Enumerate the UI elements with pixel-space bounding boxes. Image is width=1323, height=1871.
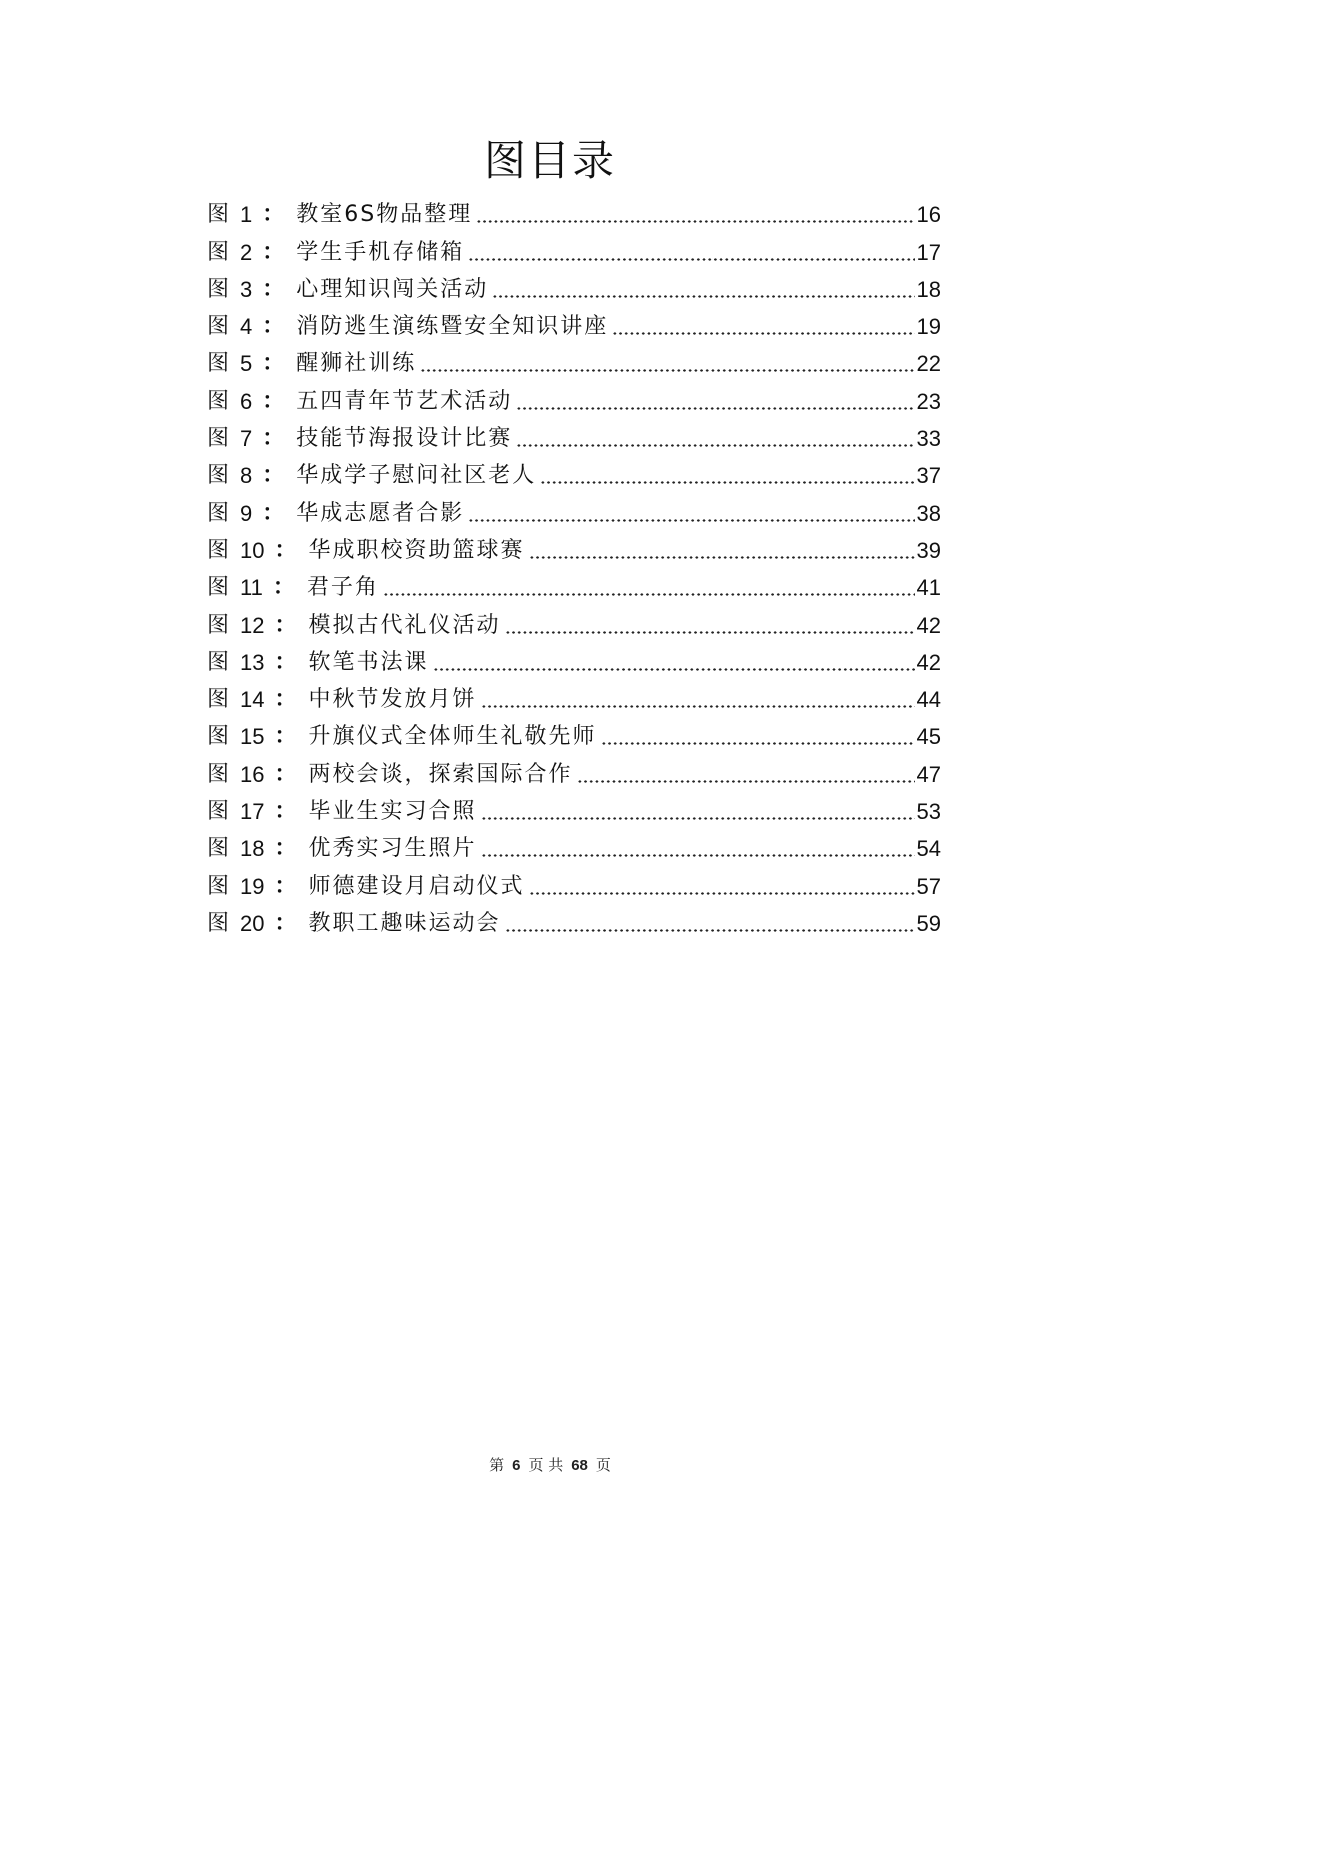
toc-entry-title: 模拟古代礼仪活动 (308, 612, 501, 638)
toc-entry-prefix: 图 (207, 463, 233, 489)
toc-entry-prefix: 图 (207, 276, 233, 302)
footer-middle: 页 共 (528, 1456, 564, 1474)
toc-entry-title: 华成职校资助篮球赛 (308, 537, 525, 563)
toc-entry-number: 1 (240, 202, 253, 228)
toc-entry-prefix: 图 (207, 724, 233, 750)
toc-entry-page-number: 17 (916, 239, 941, 265)
toc-entry-prefix: 图 (207, 575, 233, 601)
toc-entry-colon: ： (262, 500, 285, 526)
toc-entry-title: 消防逃生演练暨安全知识讲座 (296, 314, 609, 340)
toc-entry[interactable] (207, 902, 941, 939)
toc-dot-leader (577, 780, 915, 783)
toc-entry-page-number: 22 (916, 351, 941, 377)
toc-entry-colon: ： (262, 426, 285, 452)
toc-entry-number: 9 (240, 500, 253, 526)
toc-entry-number: 5 (240, 351, 253, 377)
toc-entry[interactable] (207, 268, 941, 305)
toc-entry-label (207, 872, 525, 902)
toc-entry-colon: ： (274, 537, 297, 563)
toc-dot-leader (516, 444, 914, 447)
toc-dot-leader (468, 258, 914, 261)
toc-entry-label (207, 200, 472, 230)
toc-entry-page-number: 42 (916, 649, 941, 675)
toc-entry[interactable] (207, 603, 941, 640)
toc-entry[interactable] (207, 305, 941, 342)
toc-entry-prefix: 图 (207, 873, 233, 899)
toc-entry-label (207, 573, 379, 603)
toc-entry-title: 技能节海报设计比赛 (296, 426, 513, 452)
toc-entry-title: 优秀实习生照片 (308, 836, 477, 862)
footer-current-page: 6 (512, 1457, 521, 1474)
toc-entry-label (207, 760, 573, 790)
toc-entry-number: 11 (240, 575, 263, 601)
figure-list (207, 193, 941, 939)
toc-entry-label (207, 685, 477, 715)
toc-entry-number: 14 (240, 687, 265, 713)
toc-entry-prefix: 图 (207, 500, 233, 526)
toc-entry-page-number: 16 (916, 202, 941, 228)
toc-entry-title: 华成学子慰问社区老人 (296, 463, 537, 489)
toc-entry[interactable] (207, 491, 941, 528)
toc-entry-colon: ： (274, 799, 297, 825)
toc-entry-page-number: 47 (916, 761, 941, 787)
toc-entry-title: 毕业生实习合照 (308, 799, 477, 825)
toc-entry-page-number: 59 (916, 910, 941, 936)
toc-entry-title: 软笔书法课 (308, 649, 429, 675)
toc-entry-prefix: 图 (207, 612, 233, 638)
toc-entry-colon: ： (274, 836, 297, 862)
toc-entry[interactable] (207, 715, 941, 752)
toc-entry[interactable] (207, 678, 941, 715)
toc-entry-prefix: 图 (207, 910, 233, 936)
toc-entry-prefix: 图 (207, 687, 233, 713)
toc-dot-leader (420, 369, 914, 372)
toc-entry-colon: ： (274, 649, 297, 675)
toc-entry-number: 17 (240, 799, 265, 825)
toc-entry-title: 教职工趣味运动会 (308, 910, 501, 936)
toc-entry-title: 学生手机存储箱 (296, 239, 465, 265)
toc-entry-label (207, 349, 416, 379)
toc-entry-title: 心理知识闯关活动 (296, 276, 489, 302)
toc-entry-number: 6 (240, 388, 253, 414)
toc-entry-title: 教室6S物品整理 (296, 202, 473, 228)
toc-entry-number: 3 (240, 276, 253, 302)
toc-entry[interactable] (207, 230, 941, 267)
toc-dot-leader (383, 593, 915, 596)
toc-entry-label (207, 387, 512, 417)
toc-entry-title: 中秋节发放月饼 (308, 687, 477, 713)
toc-entry-prefix: 图 (207, 202, 233, 228)
toc-entry[interactable] (207, 827, 941, 864)
toc-entry-label (207, 611, 501, 641)
toc-entry-page-number: 23 (916, 388, 941, 414)
toc-entry-number: 16 (240, 761, 265, 787)
toc-entry-colon: ： (274, 873, 297, 899)
toc-entry-label (207, 238, 464, 268)
toc-dot-leader (476, 220, 914, 223)
toc-entry-label (207, 312, 608, 342)
toc-entry-page-number: 37 (916, 463, 941, 489)
toc-dot-leader (468, 519, 914, 522)
toc-entry-colon: ： (262, 388, 285, 414)
toc-entry-number: 20 (240, 910, 265, 936)
toc-entry-colon: ： (274, 687, 297, 713)
toc-dot-leader (492, 295, 914, 298)
toc-entry-page-number: 33 (916, 426, 941, 452)
toc-dot-leader (540, 481, 914, 484)
toc-entry-colon: ： (262, 314, 285, 340)
toc-entry[interactable] (207, 566, 941, 603)
toc-entry-label (207, 499, 464, 529)
page-footer (0, 1455, 1100, 1476)
toc-entry-number: 4 (240, 314, 253, 340)
toc-entry-page-number: 39 (916, 537, 941, 563)
toc-entry-prefix: 图 (207, 537, 233, 563)
toc-entry-number: 2 (240, 239, 253, 265)
toc-entry-title: 华成志愿者合影 (296, 500, 465, 526)
toc-entry-label (207, 536, 525, 566)
toc-entry-page-number: 54 (916, 836, 941, 862)
toc-entry-label (207, 648, 429, 678)
toc-entry-colon: ： (272, 575, 295, 601)
toc-entry-number: 8 (240, 463, 253, 489)
toc-entry[interactable] (207, 454, 941, 491)
toc-entry[interactable] (207, 864, 941, 901)
toc-entry-page-number: 42 (916, 612, 941, 638)
toc-entry-title: 五四青年节艺术活动 (296, 388, 513, 414)
toc-dot-leader (481, 705, 915, 708)
toc-entry[interactable] (207, 342, 941, 379)
toc-entry-prefix: 图 (207, 799, 233, 825)
toc-entry-title: 升旗仪式全体师生礼敬先师 (308, 724, 597, 750)
toc-entry-title: 君子角 (306, 575, 379, 601)
toc-entry-page-number: 57 (916, 873, 941, 899)
footer-suffix: 页 (595, 1456, 611, 1474)
toc-entry-label (207, 461, 536, 491)
toc-dot-leader (481, 854, 915, 857)
toc-entry-colon: ： (262, 276, 285, 302)
toc-entry-label (207, 834, 477, 864)
footer-total-pages: 68 (571, 1457, 588, 1474)
toc-entry[interactable] (207, 790, 941, 827)
toc-entry-label (207, 424, 512, 454)
toc-entry-label (207, 275, 488, 305)
footer-prefix: 第 (489, 1456, 505, 1474)
toc-entry-label (207, 909, 501, 939)
toc-dot-leader (505, 631, 915, 634)
toc-entry-colon: ： (274, 910, 297, 936)
toc-entry-colon: ： (274, 724, 297, 750)
toc-dot-leader (516, 407, 914, 410)
toc-entry-page-number: 19 (916, 314, 941, 340)
toc-entry-number: 19 (240, 873, 265, 899)
page-title: 图目录 (483, 136, 616, 185)
toc-dot-leader (601, 742, 915, 745)
toc-dot-leader (505, 929, 915, 932)
toc-entry-page-number: 38 (916, 500, 941, 526)
toc-entry[interactable] (207, 529, 941, 566)
toc-dot-leader (529, 892, 915, 895)
toc-entry-colon: ： (262, 202, 285, 228)
toc-entry-number: 10 (240, 537, 265, 563)
toc-entry-colon: ： (274, 612, 297, 638)
toc-entry-number: 12 (240, 612, 265, 638)
toc-dot-leader (433, 668, 915, 671)
toc-entry-label (207, 797, 477, 827)
toc-entry-page-number: 41 (916, 575, 941, 601)
toc-entry-colon: ： (274, 761, 297, 787)
toc-entry[interactable] (207, 193, 941, 230)
toc-entry-colon: ： (262, 239, 285, 265)
toc-entry-title: 两校会谈，探索国际合作 (308, 761, 573, 787)
toc-entry-number: 15 (240, 724, 265, 750)
toc-entry-prefix: 图 (207, 314, 233, 340)
toc-dot-leader (529, 556, 915, 559)
toc-entry-prefix: 图 (207, 351, 233, 377)
toc-entry-prefix: 图 (207, 649, 233, 675)
toc-entry-page-number: 53 (916, 799, 941, 825)
toc-entry[interactable] (207, 641, 941, 678)
toc-entry-title: 醒狮社训练 (296, 351, 417, 377)
toc-entry-prefix: 图 (207, 239, 233, 265)
toc-entry[interactable] (207, 417, 941, 454)
toc-entry[interactable] (207, 379, 941, 416)
toc-entry-number: 13 (240, 649, 265, 675)
toc-entry-prefix: 图 (207, 761, 233, 787)
toc-entry-prefix: 图 (207, 836, 233, 862)
toc-entry-colon: ： (262, 351, 285, 377)
toc-entry-label (207, 722, 597, 752)
toc-entry-number: 18 (240, 836, 265, 862)
toc-entry-title: 师德建设月启动仪式 (308, 873, 525, 899)
toc-entry-page-number: 18 (916, 276, 941, 302)
toc-entry-prefix: 图 (207, 426, 233, 452)
toc-entry-page-number: 44 (916, 687, 941, 713)
toc-dot-leader (481, 817, 915, 820)
toc-entry-page-number: 45 (916, 724, 941, 750)
toc-entry[interactable] (207, 752, 941, 789)
toc-entry-number: 7 (240, 426, 253, 452)
toc-dot-leader (612, 332, 914, 335)
toc-entry-colon: ： (262, 463, 285, 489)
toc-entry-prefix: 图 (207, 388, 233, 414)
